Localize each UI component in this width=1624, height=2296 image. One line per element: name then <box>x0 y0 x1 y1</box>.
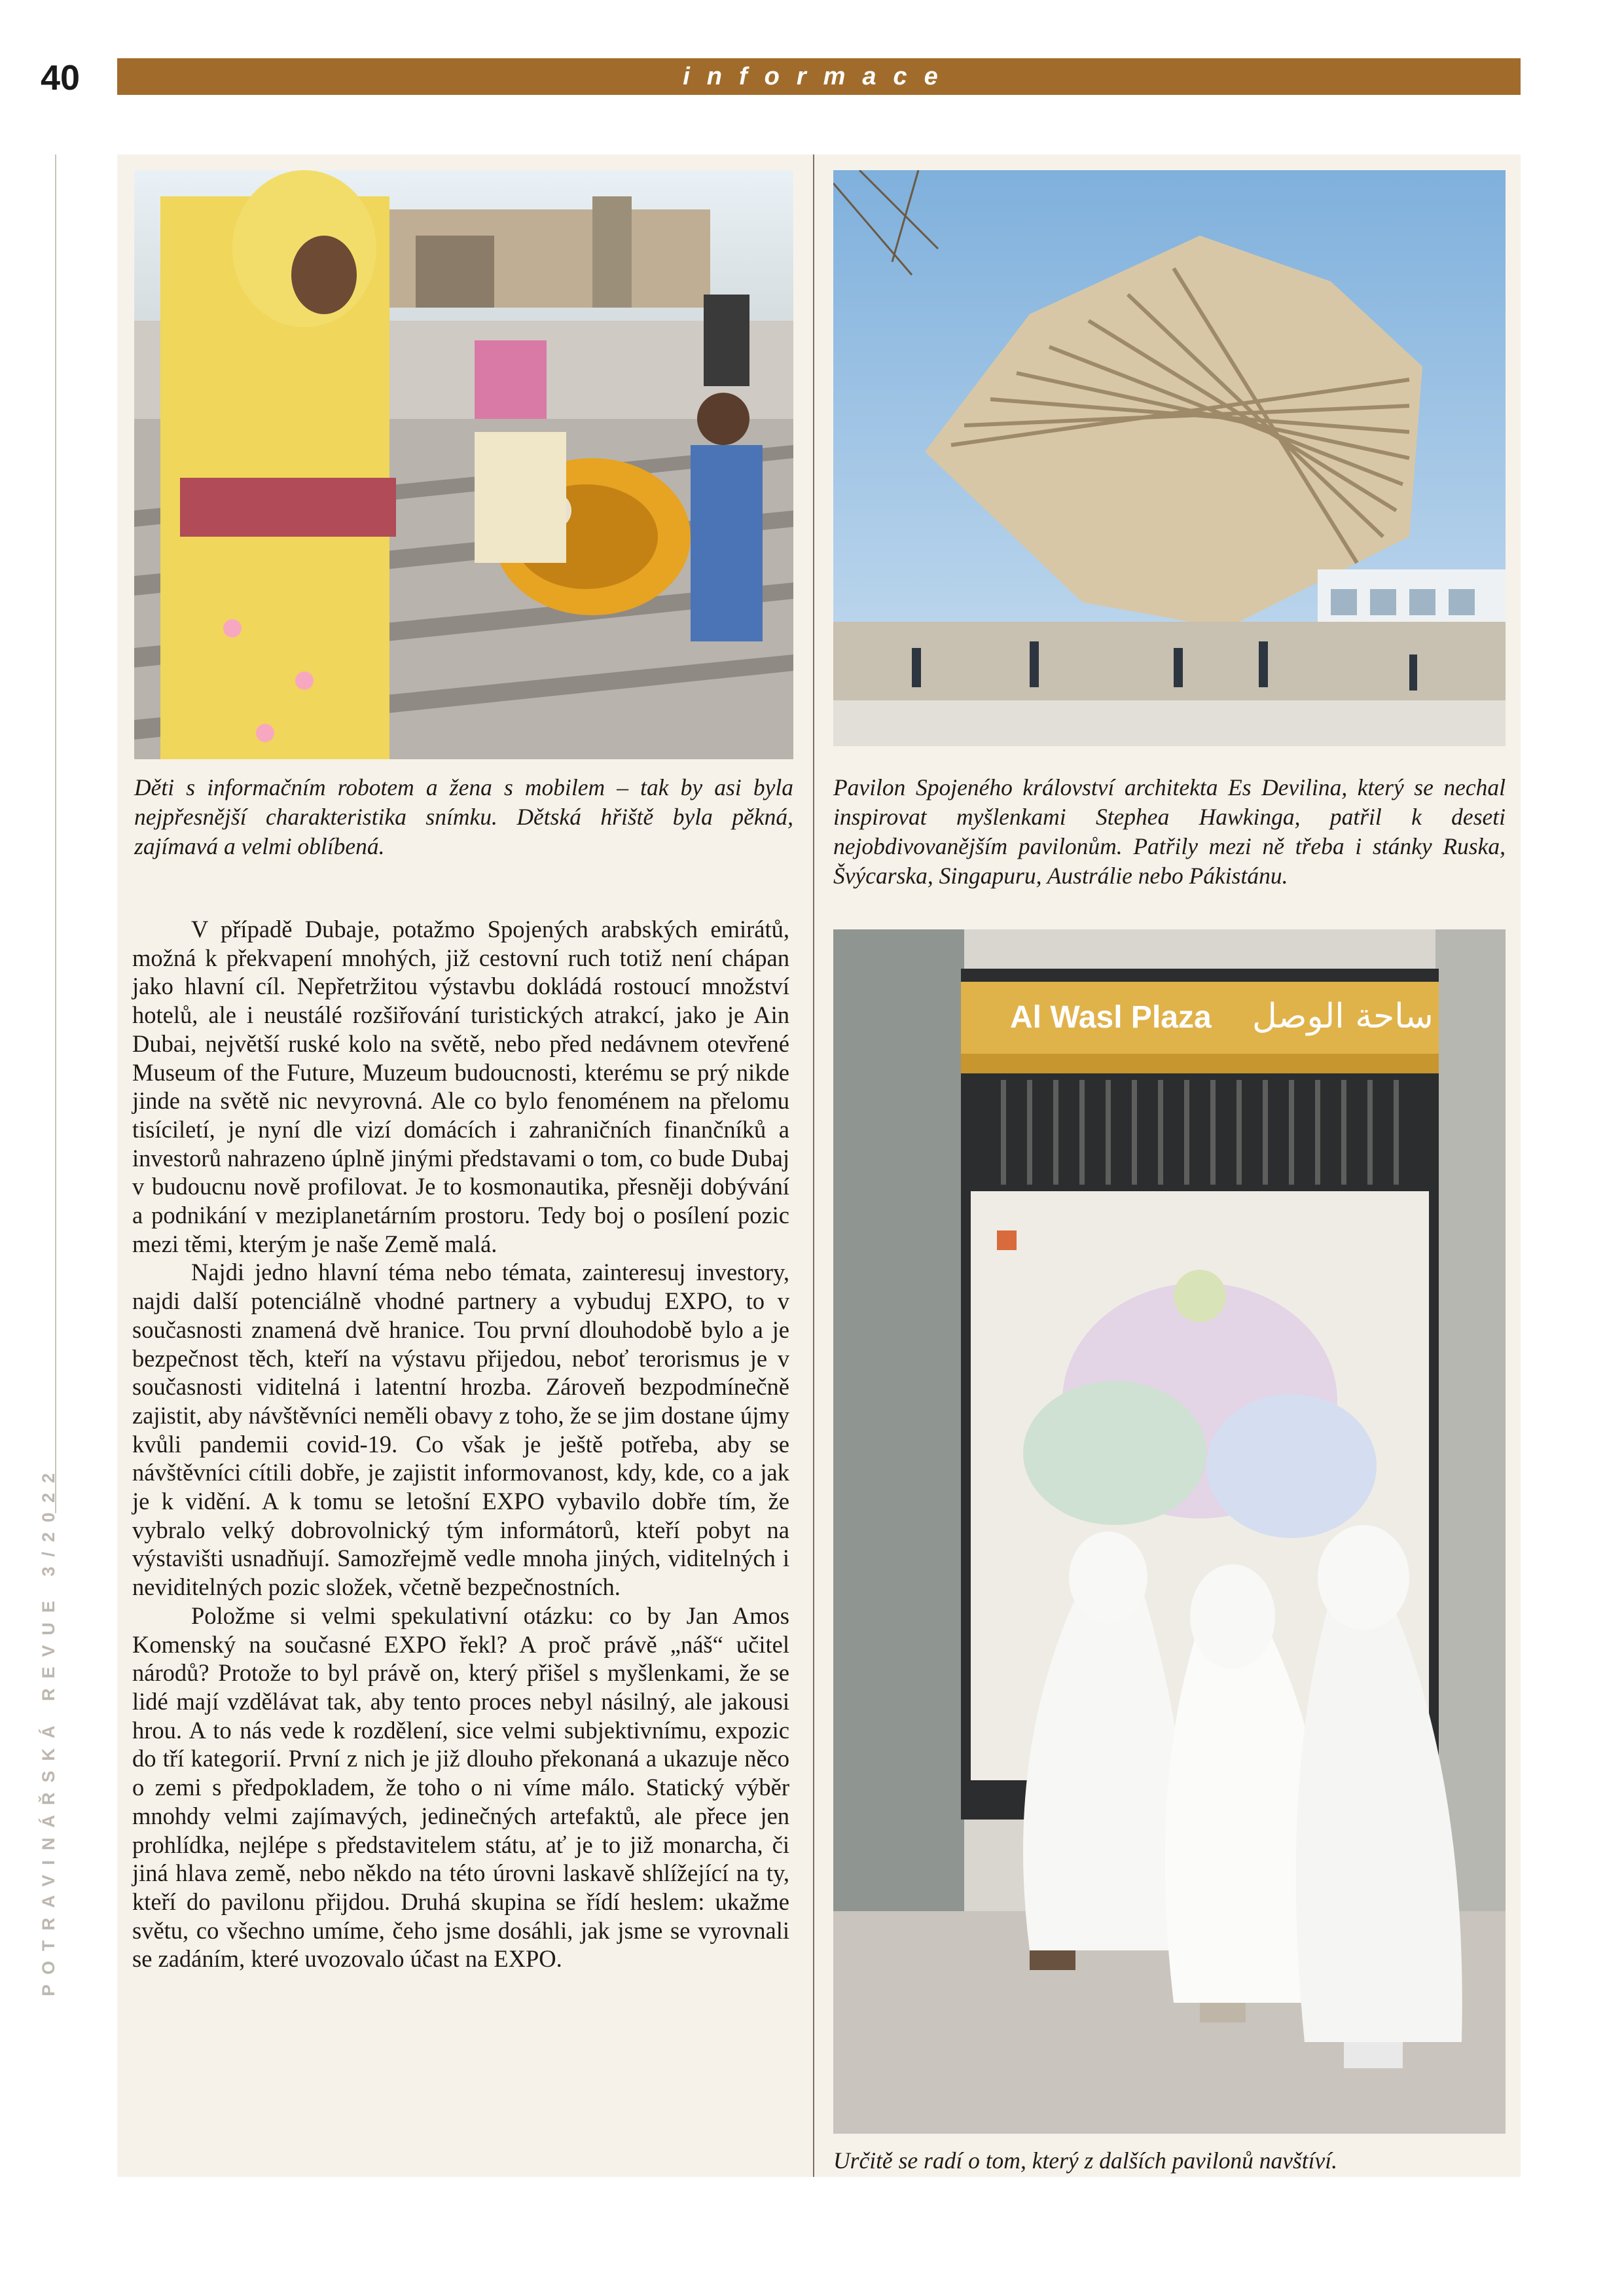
section-title: informace <box>683 63 955 90</box>
sign-text-arabic: ساحة الوصل <box>1252 997 1434 1036</box>
photo-al-wasl-map <box>833 929 1506 2134</box>
article-paragraph: Najdi jedno hlavní téma nebo témata, zainteresuj investory, najdi další potenciálně vhodné partnery a vybuduj EXPO, to v současnosti znamená dvě hranice. Tou první dlouhodobě bylo a je bezpečnost těch, kteří na výstavu přijedou, neboť terorismus je v současnosti viditelná i latentní hrozba. Zároveň bezpodmínečně zajistit, aby návštěvníci neměli obavy z toho, že se jim dostane újmy kvůli pandemii covid-19. Co však je ještě potřeba, aby se návštěvníci cítili dobře, je zajistit informovanost, kdy, kde, co a jak je k vidění. A k tomu se letošní EXPO vybavilo dobře tím, že vybralo velký dobrovolnický tým informátorů, kteří pobyt na výstavišti usnadňují. Samozřejmě vedle mnoha jiných, viditelných i neviditelných pozic složek, včetně bezpečnostních. <box>132 1259 789 1601</box>
journal-title-vertical: POTRAVINÁŘSKÁ REVUE 3/2022 <box>39 1463 58 1996</box>
column-divider <box>813 154 814 2177</box>
photo-caption-al-wasl: Určitě se radí o tom, který z dalších pavilonů navštíví. <box>833 2147 1338 2174</box>
side-rule <box>55 154 56 1513</box>
photo-robot-children <box>134 170 793 759</box>
photo-caption-uk-pavilion: Pavilon Spojeného království architekta Es Devilina, který se nechal inspirovat myšlenkami Stephea Hawkinga, patřil k deseti nejobdivovanějším pavilonům. Patřily mezi ně třeba i stánky Ruska, Švýcarska, Singapuru, Austrálie nebo Pákistánu. <box>833 774 1506 889</box>
section-header-bar <box>117 58 1521 95</box>
article-paragraph: V případě Dubaje, potažmo Spojených arabských emirátů, možná k překvapení mnohých, již cestovní ruch totiž není chápan jako hlavní cíl. Nepřetržitou výstavbu dokládá rostoucí množství hotelů, ale i neustálé rozšiřování turistických atrakcí, jako je Ain Dubai, největší ruské kolo na světě, nebo před nedávnem otevřené Museum of the Future, Muzeum budoucnosti, kterému se prý nikde jinde na světě nic nevyrovná. Ale co bylo fenoménem na přelomu tisíciletí, je nyní dle vizí domácích i zahraničních finančníků a investorů nahrazeno úplně jinými představami o tom, co bude Dubaj v budoucnu nově profilovat. Je to kosmonautika, přesněji dobývání a podnikání v meziplanetárním prostoru. Tedy boj o posílení pozic mezi těmi, kterým je naše Země malá. <box>132 916 789 1257</box>
sign-text-english: Al Wasl Plaza <box>1010 1000 1212 1035</box>
article-body <box>132 915 789 2145</box>
article-paragraph: Položme si velmi spekulativní otázku: co by Jan Amos Komenský na současné EXPO řekl? A proč právě „náš“ učitel národů? Protože to byl právě on, který přišel s myšlenkami, že se lidé mají vzdělávat tak, aby tento proces nebyl násilný, ale jakousi hrou. A to nás vede k rozdělení, sice velmi subjektivnímu, expozic do tří kategorií. První z nich je již dlouho překonaná a ukazuje něco o zemi s předpokladem, že toho o ni víme málo. Statický výběr mnohdy velmi zajímavých, jedinečných artefaktů, ale přece jen prohlídka, nejlépe s představitelem státu, ať je to již monarcha, či jiná hlava země, nebo někdo na této úrovni laskavě shlížející na ty, kteří do pavilonu přijdou. Druhá skupina se řídí heslem: ukažme světu, co všechno umíme, čeho jsme dosáhli, jak jsme se vyrovnali se zadáním, které uvozovalo účast na EXPO. <box>132 1602 789 1973</box>
page-number: 40 <box>41 58 81 98</box>
photo-caption-robot: Děti s informačním robotem a žena s mobilem – tak by asi byla nejpřesnější charakteristika snímku. Dětská hřiště byla pěkná, zajímavá a velmi oblíbená. <box>134 774 793 859</box>
photo-uk-pavilion <box>833 170 1506 746</box>
